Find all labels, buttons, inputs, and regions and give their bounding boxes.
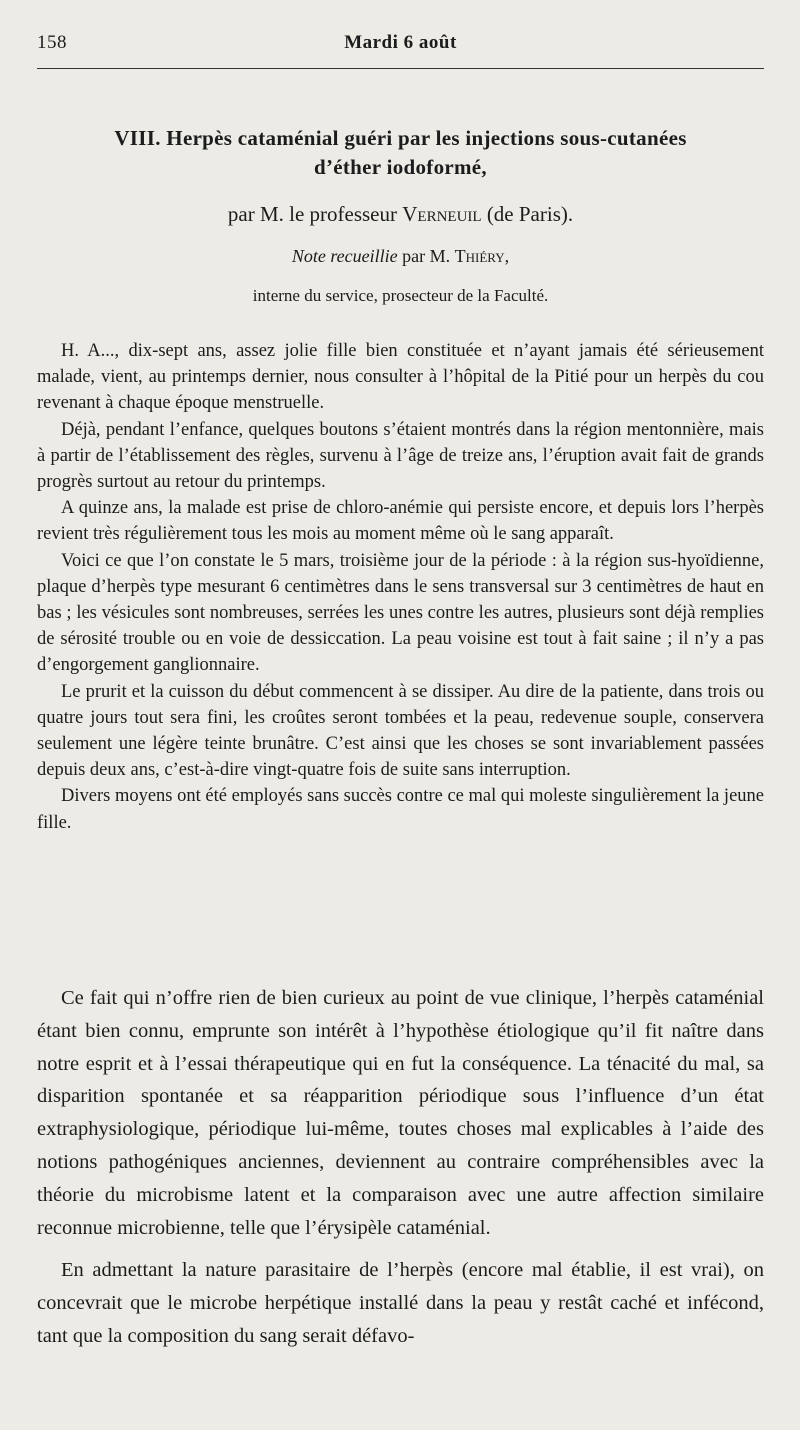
article-title-line-1: VIII. Herpès cataménial guéri par les injections sous-cutanées	[114, 126, 687, 150]
article-title-line-2: d’éther iodoformé,	[314, 155, 487, 179]
note-label: Note recueillie	[291, 246, 398, 266]
note-role: interne du service, prosecteur de la Faculté.	[252, 286, 549, 305]
case-report	[37, 338, 764, 836]
case-paragraph: Déjà, pendant l’enfance, quelques boutons s’étaient montrés dans la région mentonnière, mais à partir de l’établissement des règles, survenu à l’âge de treize ans, l’éruption avait fait de grands progrès surtout au retour du printemps.	[37, 419, 764, 493]
note-comma: ,	[504, 246, 510, 266]
discussion-text	[37, 982, 764, 1353]
case-paragraph: Divers moyens ont été employés sans succès contre ce mal qui moleste singulièrement la jeune fille.	[37, 786, 764, 833]
author-name: Verneuil	[402, 202, 482, 226]
body-paragraph: Ce fait qui n’offre rien de bien curieux au point de vue clinique, l’herpès cataménial étant bien connu, emprunte son intérêt à l’hypothèse étiologique qu’il fit naître dans notre esprit et à l’essai thérapeutique qui en fut la conséquence. La ténacité du mal, sa disparition spontanée et sa réapparition périodique sous l’influence d’un état extraphysiologique, périodique lui-même, toutes choses mal explicables à l’aide des notions pathogéniques anciennes, deviennent au contraire compréhensibles avec la théorie du microbisme latent et la comparaison avec une autre affection similaire reconnue microbienne, telle que l’érysipèle cataménial.	[37, 987, 764, 1239]
page-number: 158	[37, 32, 67, 53]
note-line	[37, 246, 764, 267]
article-title	[37, 124, 764, 182]
author-prefix: par M. le professeur	[227, 202, 403, 226]
running-title: Mardi 6 août	[344, 32, 457, 53]
case-paragraph: H. A..., dix-sept ans, assez jolie fille bien constituée et n’ayant jamais été sérieusement malade, vient, au printemps dernier, nous consulter à l’hôpital de la Pitié pour un herpès du cou revenant à chaque époque menstruelle.	[37, 341, 764, 414]
running-head	[37, 32, 764, 56]
author-suffix: (de Paris).	[481, 202, 574, 226]
note-name: Thiéry	[454, 246, 505, 266]
case-paragraph: Voici ce que l’on constate le 5 mars, troisième jour de la période : à la région sus-hyoïdienne, plaque d’herpès type mesurant 6 centimètres dans le sens transversal sur 3 centimètres de haut en bas ; les vésicules sont nombreuses, serrées les unes contre les autres, plusieurs sont déjà remplies de sérosité trouble ou en voie de dessiccation. La peau voisine est tout à fait saine ; il n’y a pas d’engorgement ganglionnaire.	[37, 550, 764, 676]
body-paragraph: En admettant la nature parasitaire de l’herpès (encore mal établie, il est vrai), on concevrait que le microbe herpétique installé dans la peau y restât caché et infécond, tant que la composition du sang serait défavo-	[37, 1259, 764, 1347]
case-paragraph: A quinze ans, la malade est prise de chloro-anémie qui persiste encore, et depuis lors l’herpès revient très régulièrement tous les mois au moment même où le sang apparaît.	[37, 498, 764, 545]
case-paragraph: Le prurit et la cuisson du début commencent à se dissiper. Au dire de la patiente, dans trois ou quatre jours tout sera fini, les croûtes seront tombées et la peau, redevenue souple, conservera seulement une légère teinte brunâtre. C’est ainsi que les choses se sont invariablement passées depuis deux ans, c’est-à-dire vingt-quatre fois de suite sans interruption.	[37, 681, 764, 781]
author-line	[37, 202, 764, 227]
header-rule	[37, 68, 764, 69]
note-by: par M.	[397, 246, 455, 266]
